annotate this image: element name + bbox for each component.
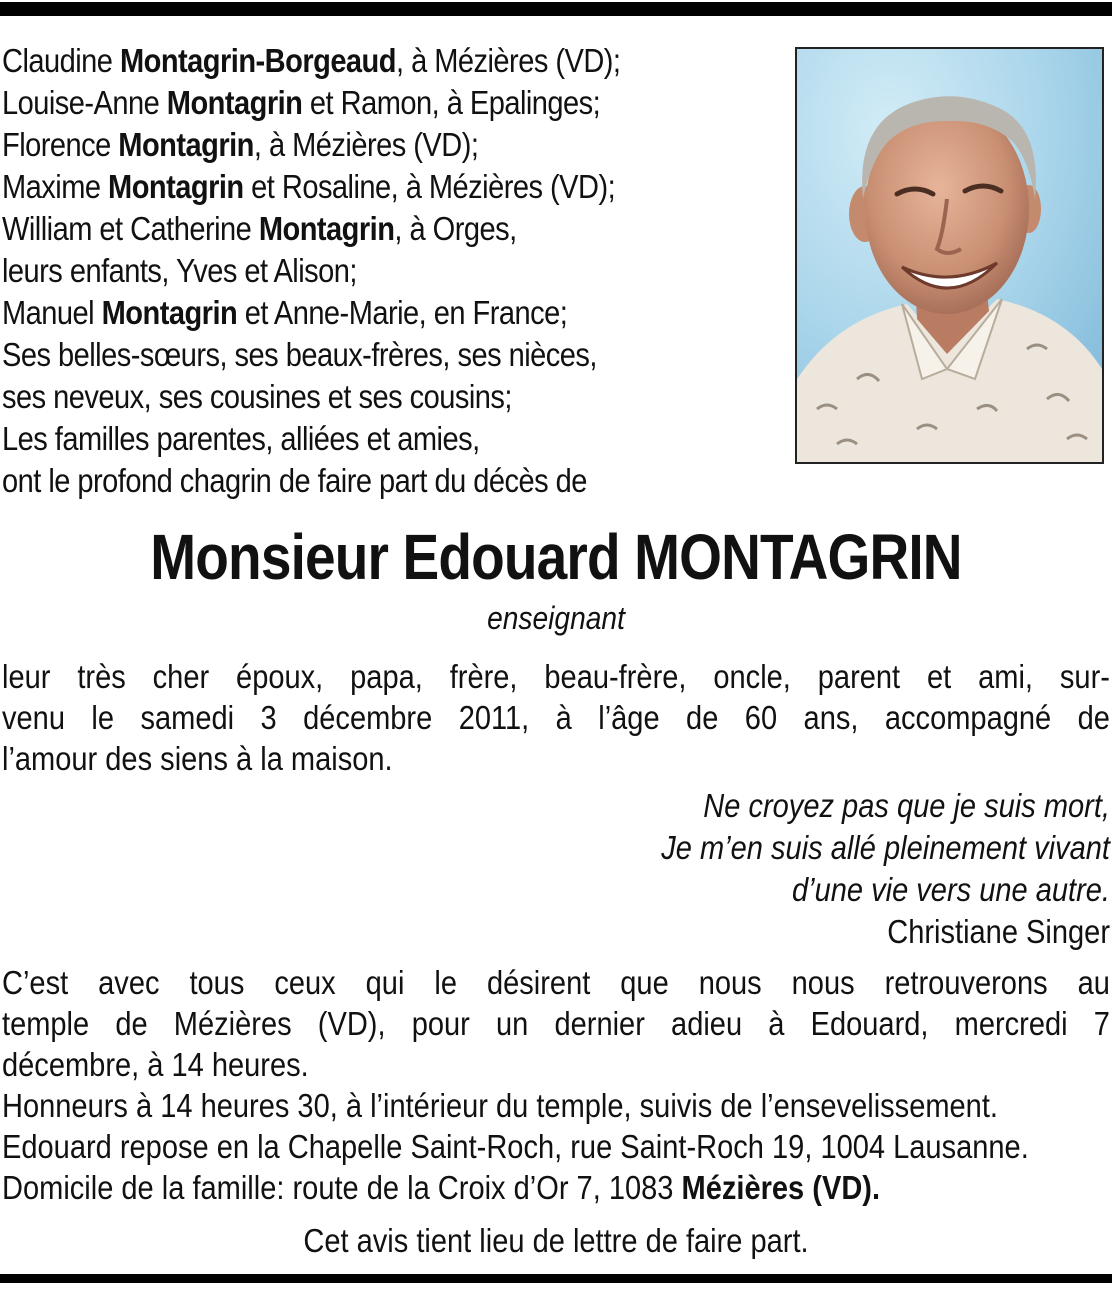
deceased-profession: enseignant bbox=[487, 600, 625, 636]
deceased-portrait-photo bbox=[795, 47, 1104, 464]
bottom-rule bbox=[0, 1274, 1112, 1283]
family-line-3: Florence Montagrin, à Mézières (VD); bbox=[2, 126, 479, 163]
quote-line-2: Je m’en suis allé pleinement vivant bbox=[661, 829, 1110, 866]
ceremony-line-1: C’est avec tous ceux qui le désirent que nous nous retrouverons au bbox=[2, 964, 1110, 1001]
domicile-line: Domicile de la famille: route de la Croix d’Or 7, 1083 Mézières (VD). bbox=[2, 1169, 881, 1206]
family-line-5: William et Catherine Montagrin, à Orges, bbox=[2, 210, 517, 247]
family-line-6: leurs enfants, Yves et Alison; bbox=[2, 252, 357, 289]
family-list bbox=[2, 40, 688, 502]
poem-quote bbox=[410, 785, 1110, 953]
family-line-1: Claudine Montagrin-Borgeaud, à Mézières (VD); bbox=[2, 42, 621, 79]
ceremony-line-5: Edouard repose en la Chapelle Saint-Roch, rue Saint-Roch 19, 1004 Lausanne. bbox=[2, 1128, 1029, 1165]
announcement-line-1: leur très cher époux, papa, frère, beau-frère, oncle, parent et ami, sur- bbox=[2, 658, 1110, 695]
family-line-8: Ses belles-sœurs, ses beaux-frères, ses nièces, bbox=[2, 336, 597, 373]
deceased-name: Monsieur Edouard MONTAGRIN bbox=[150, 521, 962, 593]
family-line-10: Les familles parentes, alliées et amies, bbox=[2, 420, 480, 457]
announcement-line-2: venu le samedi 3 décembre 2011, à l’âge de 60 ans, accompagné de bbox=[2, 699, 1110, 736]
top-rule bbox=[0, 2, 1112, 16]
ceremony-line-3: décembre, à 14 heures. bbox=[2, 1046, 309, 1083]
announcement-line-3: l’amour des siens à la maison. bbox=[2, 740, 393, 777]
portrait-illustration bbox=[797, 49, 1102, 462]
quote-line-1: Ne croyez pas que je suis mort, bbox=[703, 787, 1110, 824]
domicile-town: Mézières (VD). bbox=[681, 1169, 881, 1206]
ceremony-line-4: Honneurs à 14 heures 30, à l’intérieur du temple, suivis de l’ensevelissement. bbox=[2, 1087, 998, 1124]
family-line-4: Maxime Montagrin et Rosaline, à Mézières (VD); bbox=[2, 168, 616, 205]
ceremony-paragraph bbox=[2, 962, 1110, 1208]
family-line-11: ont le profond chagrin de faire part du décès de bbox=[2, 462, 587, 499]
ceremony-line-2: temple de Mézières (VD), pour un dernier adieu à Edouard, mercredi 7 bbox=[2, 1005, 1110, 1042]
family-line-9: ses neveux, ses cousines et ses cousins; bbox=[2, 378, 512, 415]
quote-author: Christiane Singer bbox=[887, 913, 1110, 950]
quote-line-3: d’une vie vers une autre. bbox=[791, 871, 1110, 908]
family-line-7: Manuel Montagrin et Anne-Marie, en France; bbox=[2, 294, 568, 331]
announcement-paragraph bbox=[2, 656, 1110, 779]
closing-note: Cet avis tient lieu de lettre de faire part. bbox=[303, 1222, 809, 1259]
family-line-2: Louise-Anne Montagrin et Ramon, à Epalinges; bbox=[2, 84, 601, 121]
